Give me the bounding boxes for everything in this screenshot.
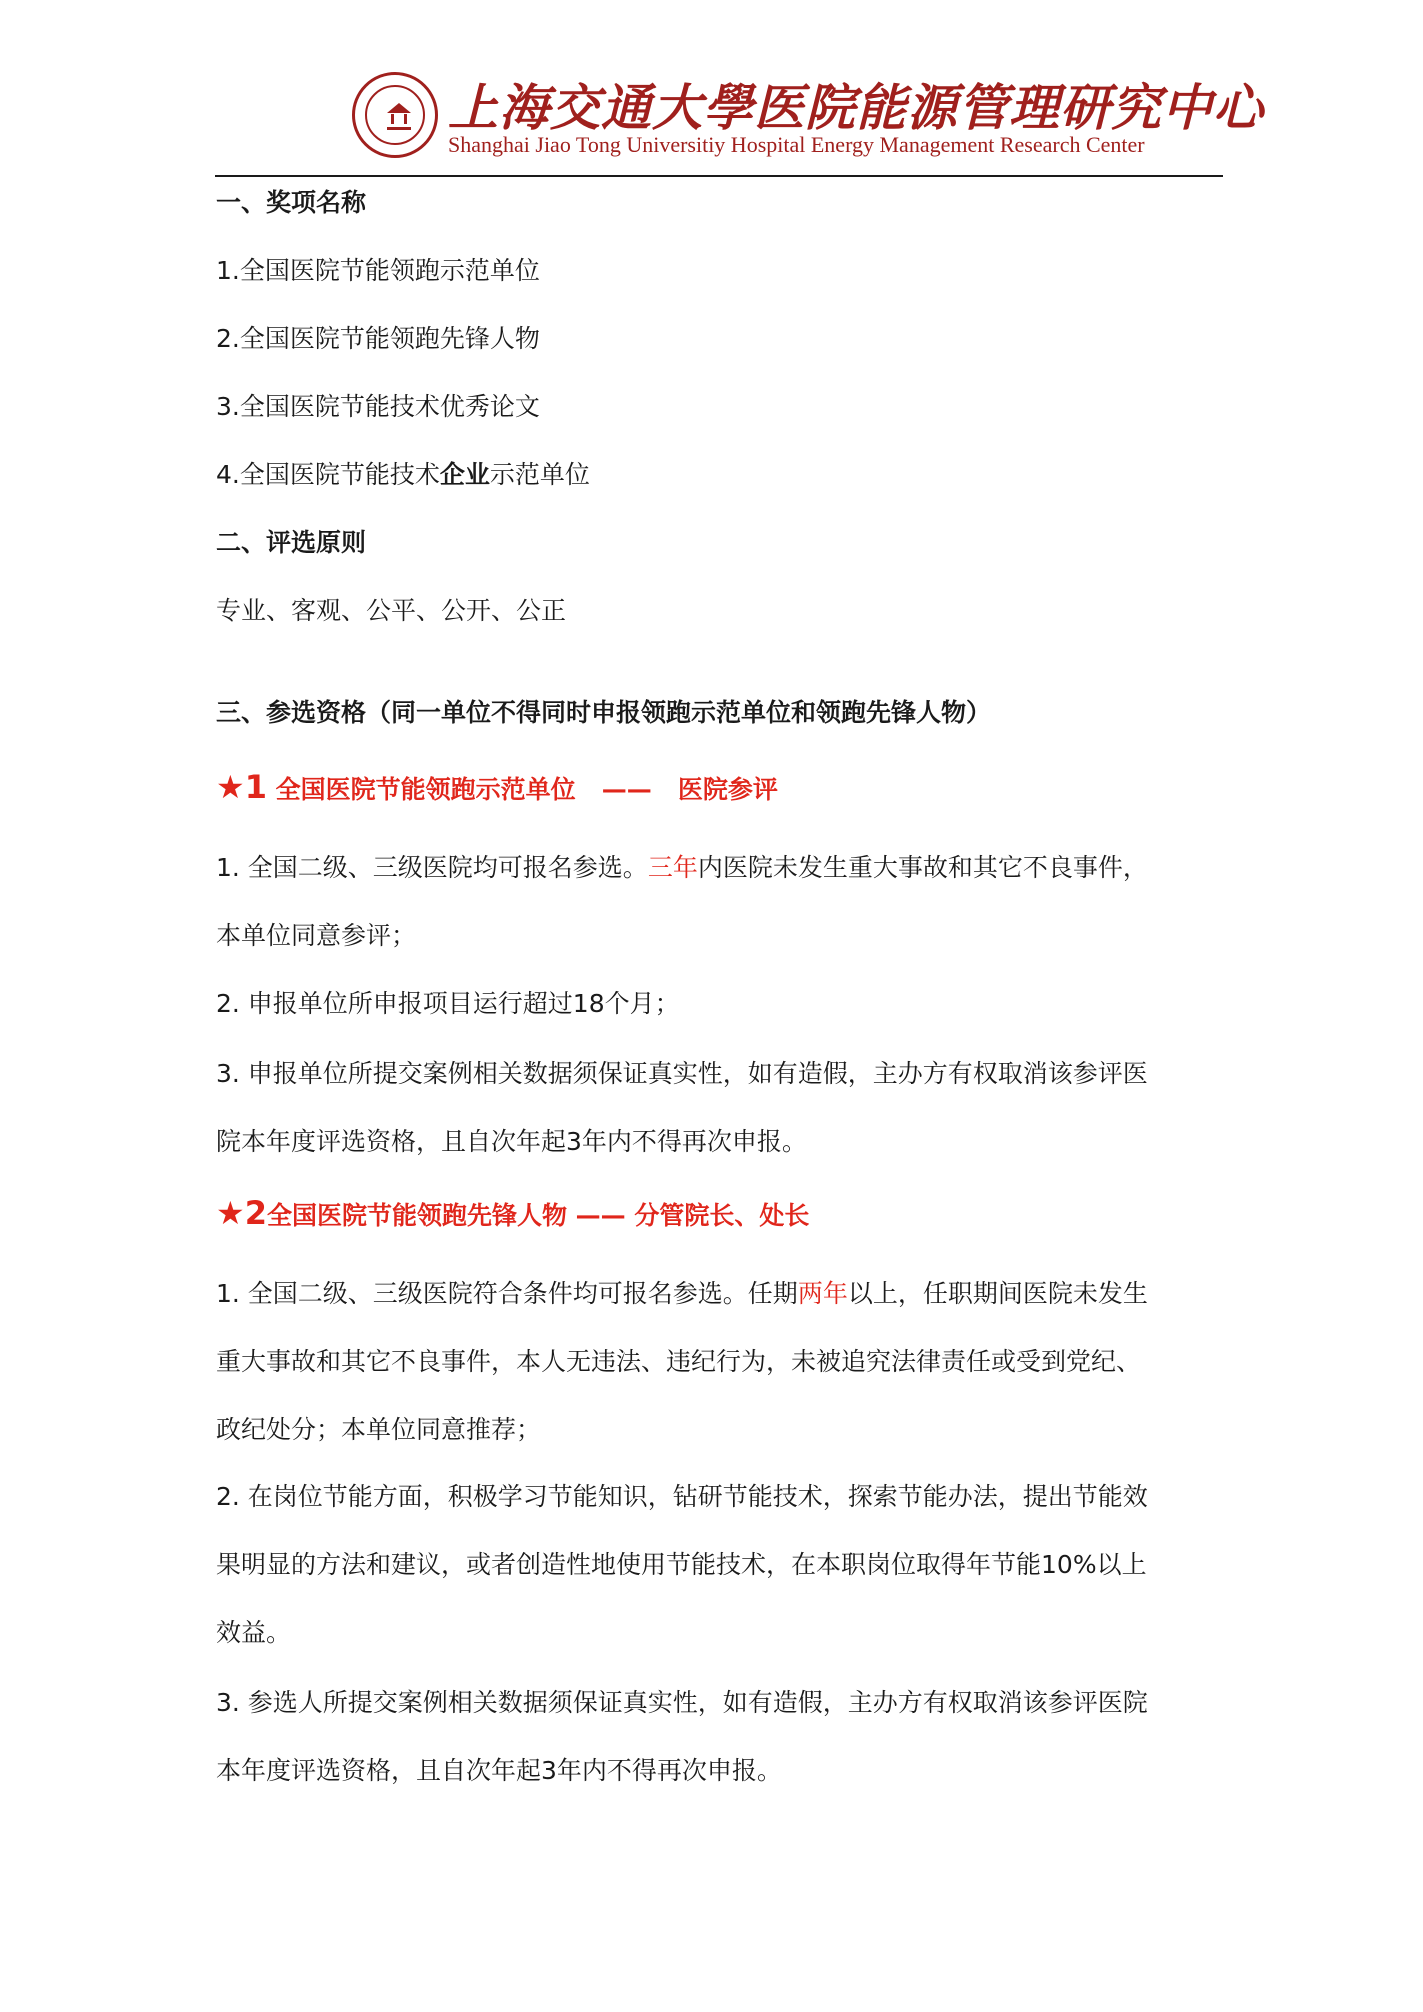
award-2-para-3: 3. 参选人所提交案例相关数据须保证真实性，如有造假，主办方有权取消该参评医院 [216, 1688, 1148, 1717]
seal-building-icon [387, 103, 411, 130]
award-1-para-1-a: 1. 全国二级、三级医院均可报名参选。 [216, 853, 648, 882]
seal-inner-ring [365, 85, 425, 145]
award-2-highlight: 两年 [797, 1279, 848, 1308]
award-2-para-1-b: 以上，任职期间医院未发生 [847, 1279, 1148, 1308]
award-2-para-1-cont: 重大事故和其它不良事件，本人无违法、违纪行为，未被追究法律责任或受到党纪、 [216, 1347, 1142, 1376]
award-item-4-bold: 企业 [439, 460, 490, 489]
award-item-4-pre: 4.全国医院节能技术 [216, 460, 440, 489]
award-1-para-3-cont: 院本年度评选资格，且自次年起3年内不得再次申报。 [216, 1127, 807, 1156]
section-3-title: 三、参选资格（同一单位不得同时申报领跑示范单位和领跑先锋人物） [216, 698, 992, 727]
award-item-1: 1.全国医院节能领跑示范单位 [216, 256, 540, 285]
award-1-para-3: 3. 申报单位所提交案例相关数据须保证真实性，如有造假，主办方有权取消该参评医 [216, 1059, 1148, 1088]
award-1-para-1 [216, 851, 1148, 885]
award-1-heading-text: 全国医院节能领跑示范单位 —— 医院参评 [275, 775, 778, 804]
award-2-para-1-cont-2: 政纪处分；本单位同意推荐； [216, 1415, 542, 1444]
award-2-para-2-cont: 果明显的方法和建议，或者创造性地使用节能技术，在本职岗位取得年节能10%以上 [216, 1550, 1147, 1579]
award-item-4 [216, 458, 590, 492]
section-2-text: 专业、客观、公平、公开、公正 [216, 596, 567, 625]
award-2-para-2-cont-2: 效益。 [216, 1618, 292, 1647]
star-icon: ★2 [216, 1194, 267, 1232]
award-2-para-2: 2. 在岗位节能方面，积极学习节能知识，钻研节能技术，探索节能办法，提出节能效 [216, 1482, 1148, 1511]
award-item-3: 3.全国医院节能技术优秀论文 [216, 392, 540, 421]
university-seal-logo [352, 72, 438, 158]
star-icon: ★1 [216, 768, 267, 806]
header-divider [215, 175, 1223, 177]
org-name-cn: 上海交通大學医院能源管理研究中心 [448, 78, 1264, 137]
award-2-heading [216, 1196, 809, 1233]
award-2-heading-text: 全国医院节能领跑先锋人物 —— 分管院长、处长 [266, 1201, 810, 1230]
org-name-en: Shanghai Jiao Tong Universitiy Hospital Energy Management Research Center [448, 132, 1145, 157]
award-2-para-1-a: 1. 全国二级、三级医院符合条件均可报名参选。任期 [216, 1279, 798, 1308]
award-item-4-post: 示范单位 [489, 460, 590, 489]
award-1-para-1-b: 内医院未发生重大事故和其它不良事件， [697, 853, 1148, 882]
award-1-para-1-cont: 本单位同意参评； [216, 921, 417, 950]
section-1-title: 一、奖项名称 [216, 188, 367, 217]
award-1-para-2: 2. 申报单位所申报项目运行超过18个月； [216, 989, 680, 1018]
award-2-para-3-cont: 本年度评选资格，且自次年起3年内不得再次申报。 [216, 1756, 782, 1785]
award-1-highlight: 三年 [647, 853, 698, 882]
award-1-heading [216, 770, 778, 807]
page-header [0, 0, 1423, 175]
award-2-para-1 [216, 1277, 1148, 1311]
section-2-title: 二、评选原则 [216, 528, 367, 557]
award-item-2: 2.全国医院节能领跑先锋人物 [216, 324, 540, 353]
